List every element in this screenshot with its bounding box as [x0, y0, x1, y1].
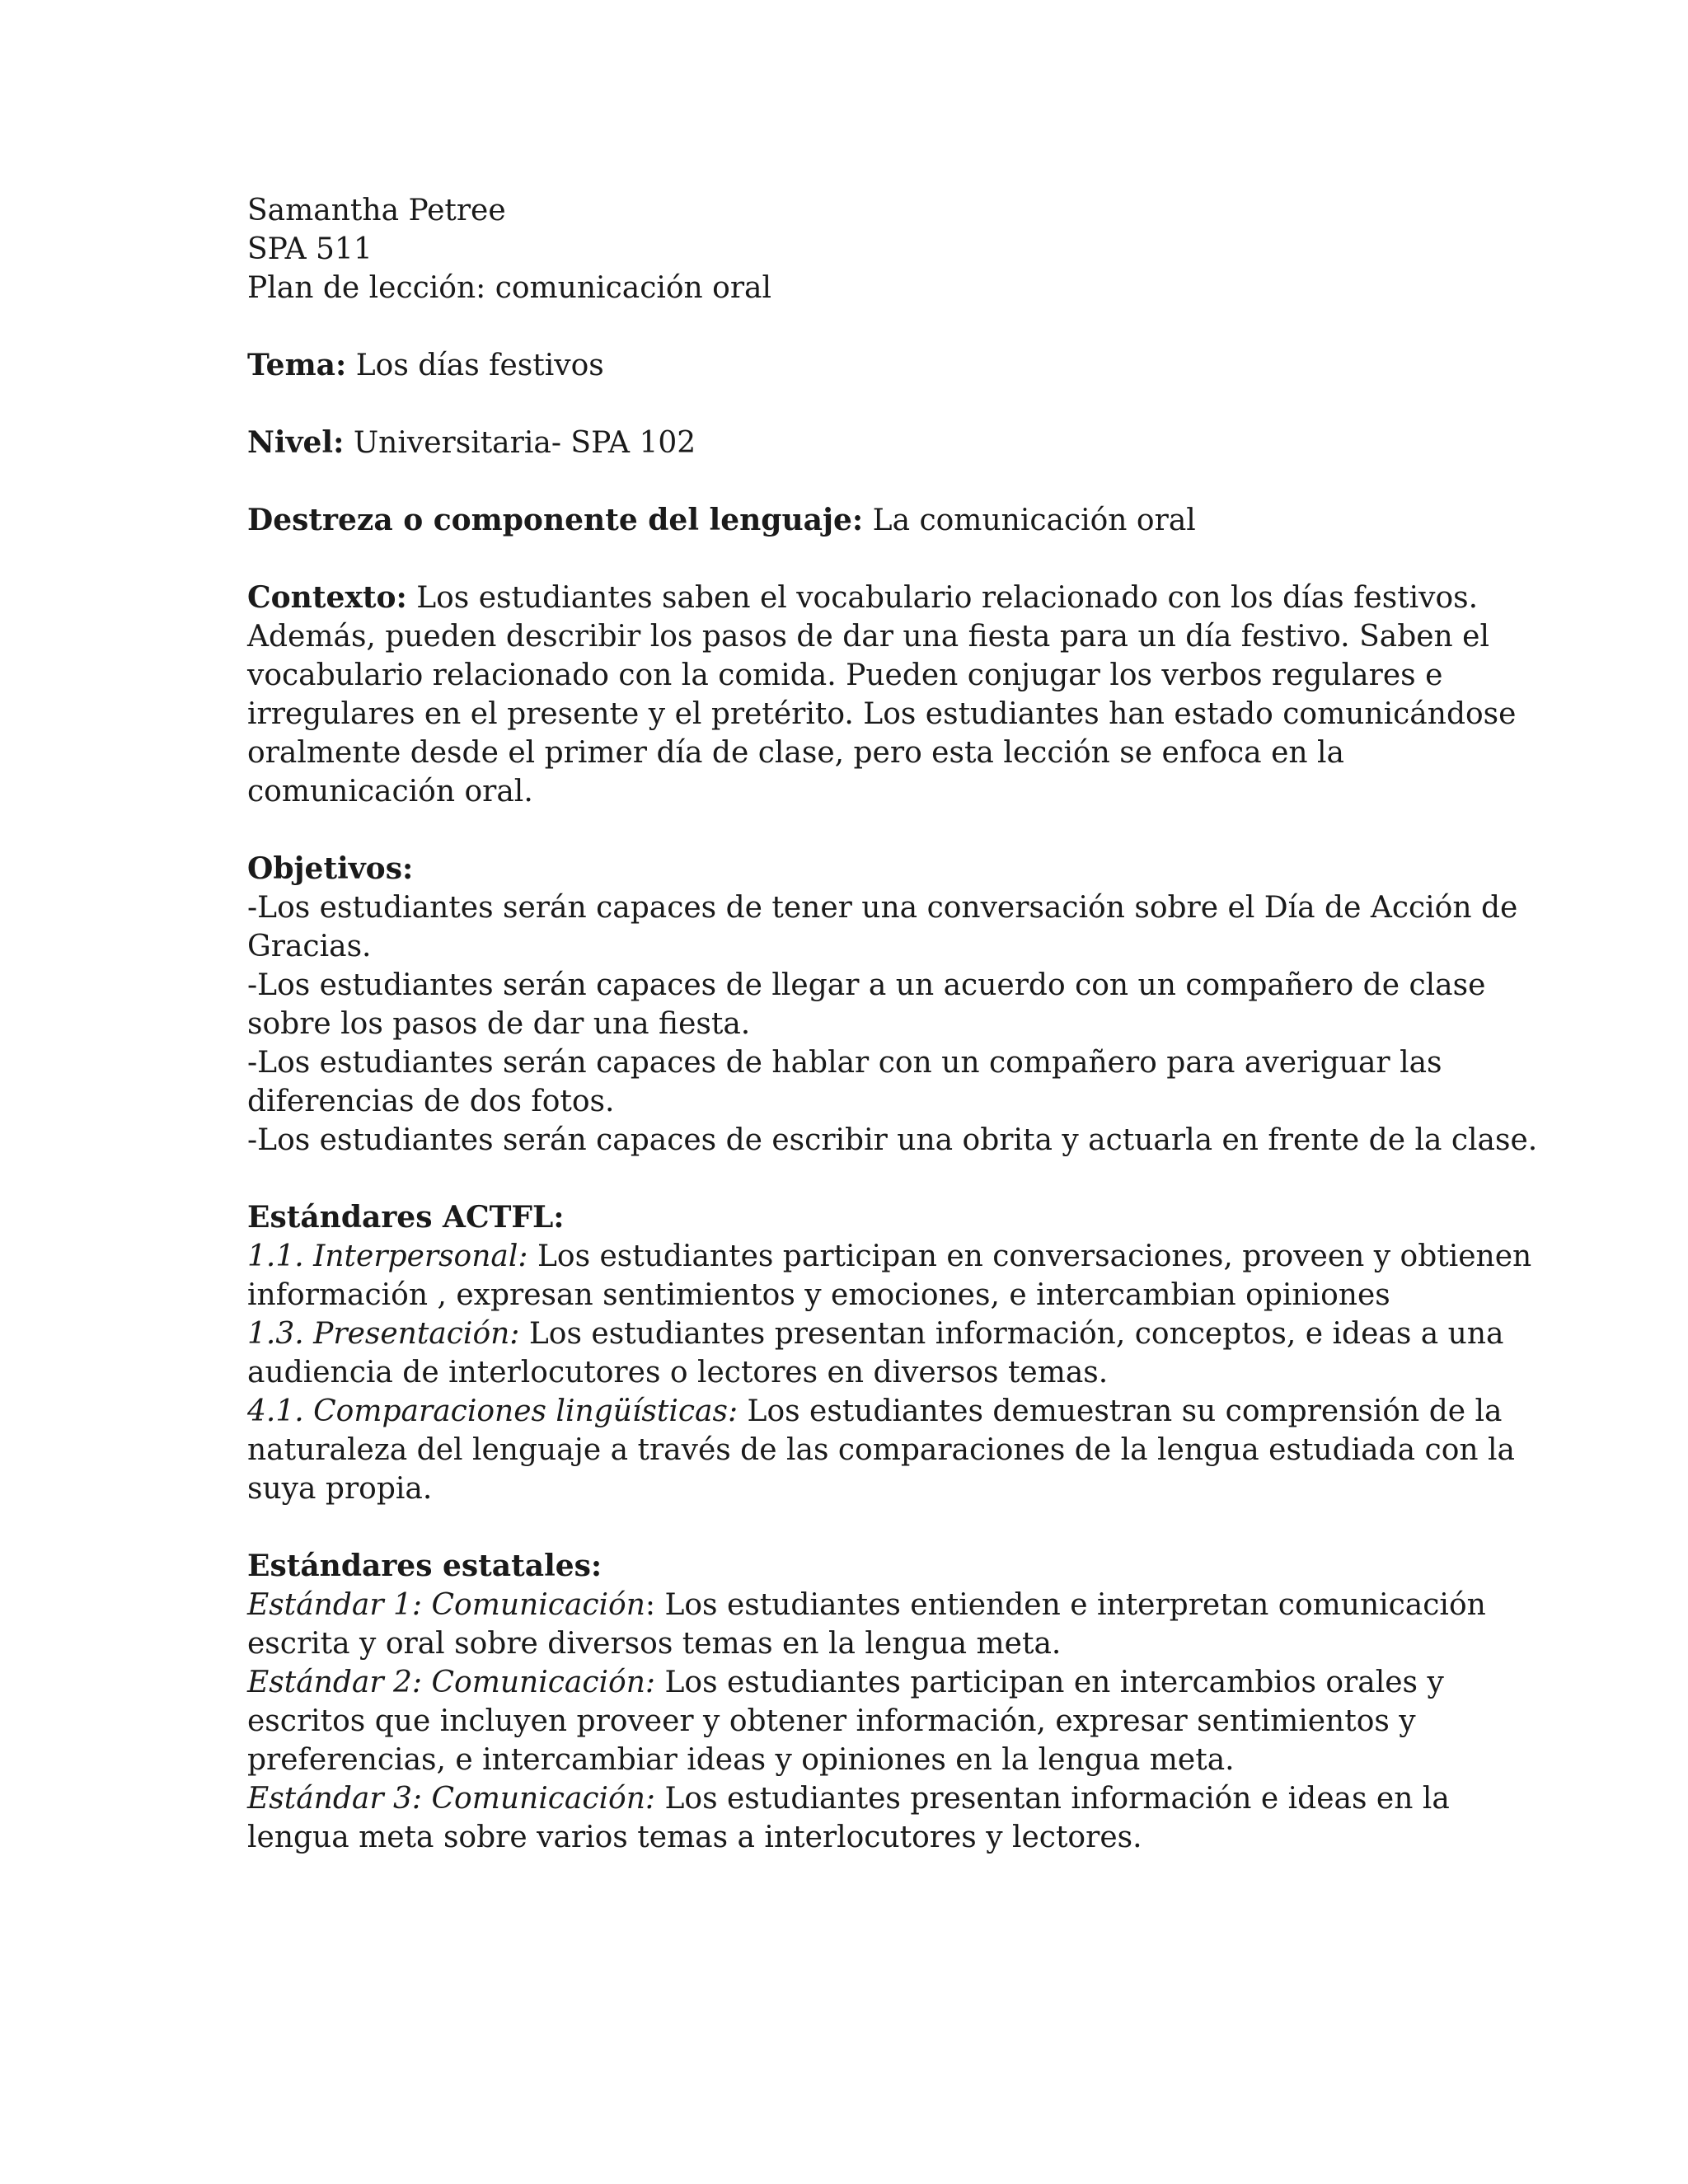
actfl-section: [247, 1198, 1532, 1508]
lesson-plan-document: [247, 191, 1538, 1857]
contexto-line: irregulares en el presente y el pretérito. Los estudiantes han estado comunicándose: [247, 697, 1517, 731]
contexto-line: comunicación oral.: [247, 775, 533, 808]
standard-text: Los estudiantes presentan información e ideas en la: [664, 1782, 1450, 1816]
standard-text: escrita y oral sobre diversos temas en la lengua meta.: [247, 1627, 1062, 1661]
contexto-section: [247, 579, 1517, 811]
state-standard: [247, 1779, 1451, 1818]
standard-title: Estándar 1: Comunicación: [247, 1588, 645, 1622]
standard-text: escritos que incluyen proveer y obtener información, expresar sentimientos y: [247, 1704, 1416, 1738]
standard-text: lengua meta sobre varios temas a interlocutores y lectores.: [247, 1821, 1142, 1854]
objetivos-section: [247, 850, 1538, 1160]
nivel-label: Nivel:: [247, 425, 345, 460]
author-name: Samantha Petree: [247, 194, 506, 227]
contexto-line: Los estudiantes saben el vocabulario relacionado con los días festivos.: [416, 581, 1479, 615]
estatales-label: Estándares estatales:: [247, 1549, 603, 1583]
objetivo-line: -Los estudiantes serán capaces de escribir una obrita y actuarla en frente de la clase.: [247, 1123, 1538, 1157]
state-standard: [247, 1586, 1486, 1624]
actfl-standard: [247, 1315, 1504, 1353]
header-block: [247, 191, 1451, 307]
contexto-line: oralmente desde el primer día de clase, pero esta lección se enfoca en la: [247, 736, 1344, 770]
actfl-standard: [247, 1237, 1532, 1276]
standard-text: Los estudiantes presentan información, conceptos, e ideas a una: [528, 1317, 1504, 1351]
contexto-line: vocabulario relacionado con la comida. Pueden conjugar los verbos regulares e: [247, 658, 1443, 692]
tema-label: Tema:: [247, 348, 347, 382]
nivel-value: Universitaria- SPA 102: [353, 426, 696, 460]
objetivo-line: diferencias de dos fotos.: [247, 1085, 615, 1118]
plan-title: Plan de lección: comunicación oral: [247, 271, 772, 305]
objetivo-line: Gracias.: [247, 930, 372, 963]
tema-value: Los días festivos: [355, 349, 604, 382]
actfl-label: Estándares ACTFL:: [247, 1200, 565, 1235]
tema-section: [247, 346, 1451, 385]
course-code: SPA 511: [247, 232, 373, 266]
standard-title: 1.1. Interpersonal:: [247, 1240, 528, 1273]
standard-title: 1.3. Presentación:: [247, 1317, 520, 1351]
standard-text: preferencias, e intercambiar ideas y opiniones en la lengua meta.: [247, 1743, 1235, 1777]
standard-text: naturaleza del lenguaje a través de las comparaciones de la lengua estudiada con la: [247, 1433, 1515, 1467]
objetivo-line: -Los estudiantes serán capaces de llegar a un acuerdo con un compañero de clase: [247, 968, 1486, 1002]
objetivo-line: -Los estudiantes serán capaces de tener una conversación sobre el Día de Acción de: [247, 891, 1518, 925]
estatales-section: [247, 1547, 1486, 1857]
standard-text: : Los estudiantes entienden e interpretan comunicación: [645, 1588, 1486, 1622]
standard-title: Estándar 2: Comunicación:: [247, 1666, 656, 1699]
objetivo-line: -Los estudiantes serán capaces de hablar con un compañero para averiguar las: [247, 1046, 1442, 1080]
state-standard: [247, 1663, 1451, 1702]
destreza-section: [247, 501, 1451, 540]
standard-text: audiencia de interlocutores o lectores en diversos temas.: [247, 1356, 1109, 1390]
contexto-line: Además, pueden describir los pasos de dar una fiesta para un día festivo. Saben el: [247, 620, 1489, 654]
contexto-label: Contexto:: [247, 580, 407, 615]
standard-text: Los estudiantes participan en intercambios orales y: [664, 1666, 1444, 1699]
standard-text: información , expresan sentimientos y emociones, e intercambian opiniones: [247, 1278, 1390, 1312]
standard-text: Los estudiantes participan en conversaciones, proveen y obtienen: [537, 1240, 1532, 1273]
actfl-standard: [247, 1392, 1503, 1431]
nivel-section: [247, 424, 1451, 462]
destreza-value: La comunicación oral: [872, 504, 1196, 537]
objetivos-label: Objetivos:: [247, 851, 414, 886]
destreza-label: Destreza o componente del lenguaje:: [247, 503, 864, 537]
standard-text: Los estudiantes demuestran su comprensión de la: [747, 1394, 1503, 1428]
standard-title: 4.1. Comparaciones lingüísticas:: [247, 1394, 738, 1428]
standard-title: Estándar 3: Comunicación:: [247, 1782, 656, 1816]
objetivo-line: sobre los pasos de dar una fiesta.: [247, 1007, 751, 1041]
standard-text: suya propia.: [247, 1472, 433, 1506]
